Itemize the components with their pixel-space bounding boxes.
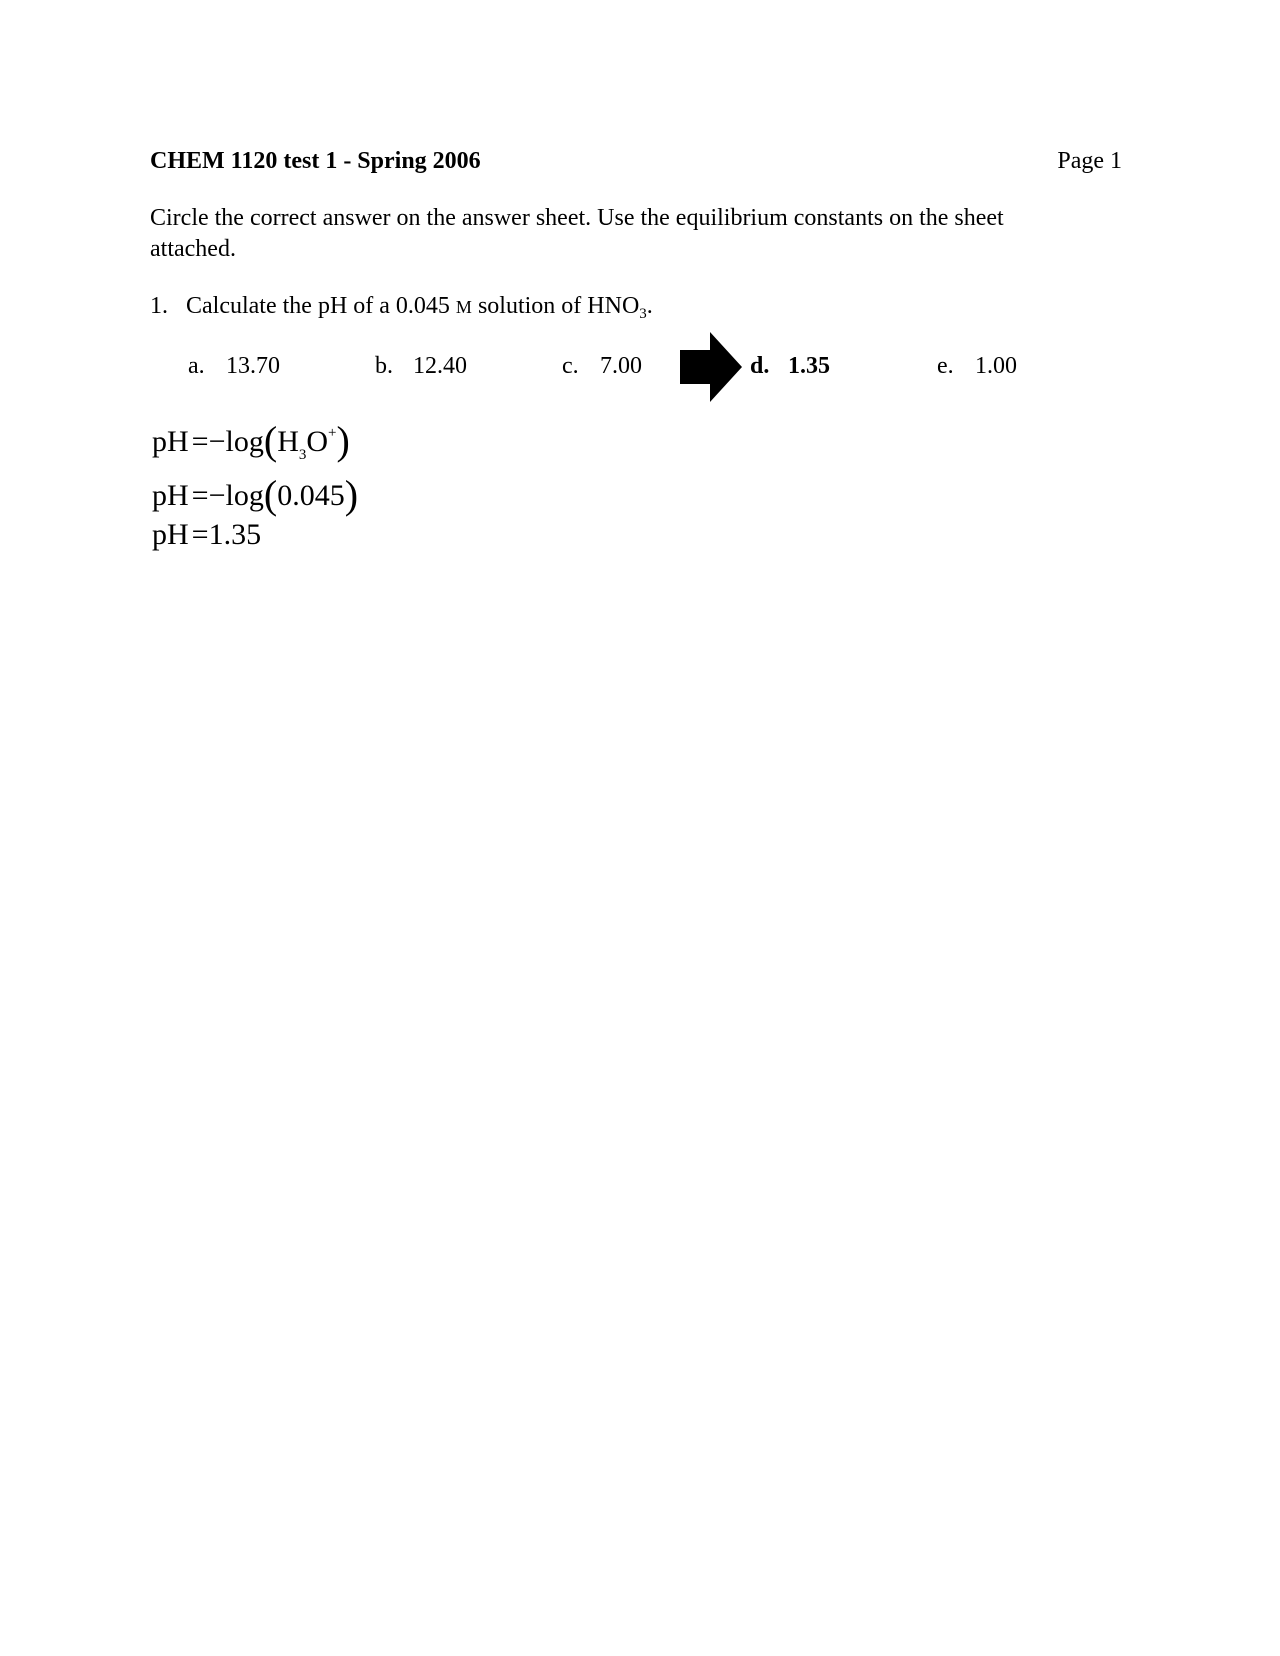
- question-text-end: .: [646, 293, 653, 319]
- option-value: 1.00: [975, 353, 1017, 379]
- option-letter: b.: [375, 353, 393, 379]
- eq-function: −log: [208, 425, 264, 458]
- solution-line-3: [152, 518, 261, 552]
- eq-lhs: pH: [152, 518, 189, 551]
- eq-sign: =: [191, 425, 209, 458]
- solution-line-2: pH =−log(0.045): [152, 472, 359, 517]
- question-number: 1.: [150, 293, 168, 319]
- question-text-start: Calculate the pH of a 0.045: [186, 293, 456, 319]
- option-value: 12.40: [413, 353, 467, 379]
- option-e: [937, 353, 1017, 380]
- question-1: [150, 293, 653, 320]
- option-value: 13.70: [226, 353, 280, 379]
- option-value: 1.35: [788, 353, 830, 379]
- eq-sign: =: [191, 518, 209, 551]
- formula-subscript: 3: [639, 306, 647, 322]
- solution-line-1: pH $=-\log(H_3O^+)$: [152, 418, 350, 463]
- eq-result: 1.35: [208, 518, 262, 551]
- eq-species: H: [277, 425, 299, 458]
- right-arrow-icon: [680, 332, 742, 402]
- option-letter: d.: [750, 353, 770, 379]
- molarity-unit: M: [455, 297, 472, 317]
- eq-superscript: +: [328, 425, 337, 441]
- eq-function: −log: [208, 479, 264, 512]
- eq-lhs: pH: [152, 425, 189, 458]
- option-b: [375, 353, 467, 380]
- eq-value: 0.045: [277, 479, 345, 512]
- option-value: 7.00: [600, 353, 642, 379]
- option-a: [188, 353, 280, 380]
- option-c: [562, 353, 642, 380]
- eq-sign: =: [191, 479, 209, 512]
- instructions-text: Circle the correct answer on the answer sheet. Use the equilibrium constants on the sheet attached.: [150, 205, 1004, 262]
- eq-lhs: pH: [152, 479, 189, 512]
- option-d-correct: [750, 353, 830, 380]
- page-number: Page 1: [1057, 148, 1122, 174]
- question-text-mid: solution of HNO: [471, 293, 640, 319]
- eq-species-2: O: [306, 425, 329, 458]
- option-letter: c.: [562, 353, 579, 379]
- option-letter: a.: [188, 353, 205, 379]
- exam-title: CHEM 1120 test 1 - Spring 2006: [150, 148, 481, 174]
- option-letter: e.: [937, 353, 954, 379]
- eq-subscript: 3: [298, 447, 307, 463]
